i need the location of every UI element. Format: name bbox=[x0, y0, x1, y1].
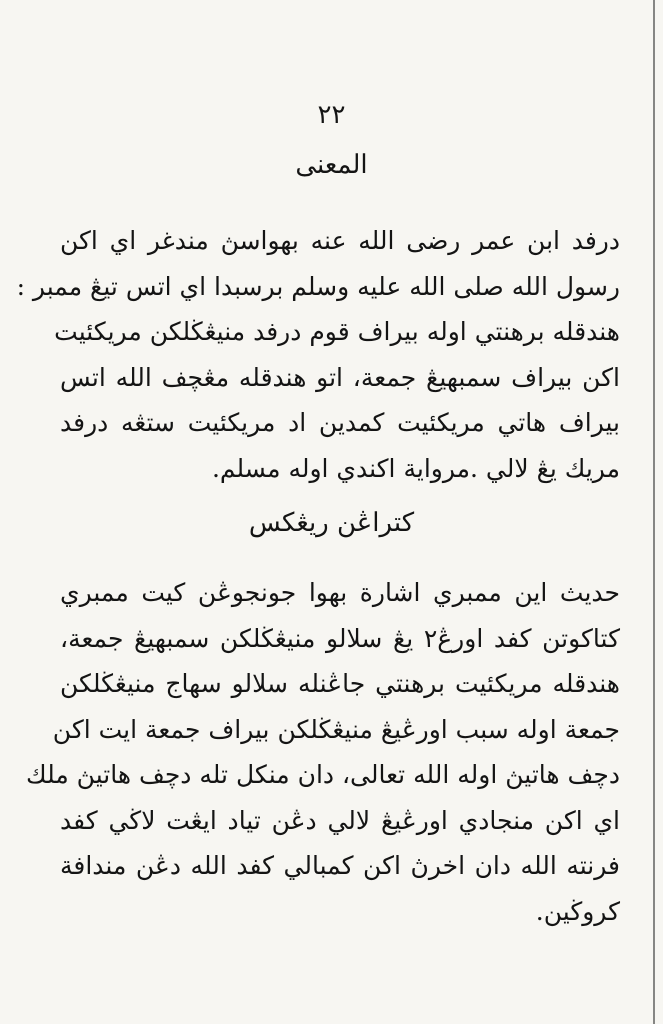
text-line: كتاكوتن كفد اورڠ٢ يڠ سلالو منيڠڬلكن سمبهيڠ جمعة، bbox=[60, 623, 620, 653]
text-line: مريك يڠ لالي .مرواية اكندي اوله مسلم. bbox=[211, 453, 620, 483]
meaning-paragraph bbox=[16, 218, 620, 491]
text-line: بيراف هاتي مريكئيت كمدين اد مريكئيت ستڠه درفد bbox=[60, 408, 620, 437]
section-title-brief-explanation: كتراڠن ريڠكس bbox=[248, 508, 415, 538]
text-line: اي اكن منجادي اورڠيڠ لالي دڠن تياد ايڠت لاڬي كفد bbox=[60, 805, 620, 835]
text-line: رسول الله صلى الله عليه وسلم برسبدا اي اتس تيڠ ممبر : bbox=[16, 271, 620, 301]
text-line: درفد ابن عمر رضى الله عنه بهواسڽ مندغر اي اكن bbox=[60, 226, 620, 255]
text-line: حديث اين ممبري اشارة بهوا جونجوڠن كيت ممبري bbox=[60, 578, 620, 607]
text-line: اكن بيراف سمبهيڠ جمعة، اتو هندقله مڠچف الله اتس bbox=[60, 362, 620, 392]
text-line: دچف هاتيڽ اوله الله تعالى، دان منكل تله دچف هاتيڽ ملك bbox=[26, 760, 620, 789]
text-line: كروڬين. bbox=[535, 896, 620, 926]
text-line: هندقله مريكئيت برهنتي جاڠنله سلالو سهاج منيڠڬلكن bbox=[60, 669, 620, 698]
text-line: جمعة اوله سبب اورڠيڠ منيڠڬلكن بيراف جمعة ايت اكن bbox=[52, 714, 620, 744]
text-line: فرنته الله دان اخرڽ اكن كمبالي كفد الله دڠن مندافة bbox=[60, 851, 620, 880]
section-title-meaning: المعنى bbox=[295, 150, 368, 180]
explanation-paragraph bbox=[26, 570, 620, 934]
text-line: هندقله برهنتي اوله بيراف قوم درفد منيڠڬلكن مريكئيت bbox=[54, 317, 620, 346]
page-number: ٢٢ bbox=[317, 100, 346, 130]
